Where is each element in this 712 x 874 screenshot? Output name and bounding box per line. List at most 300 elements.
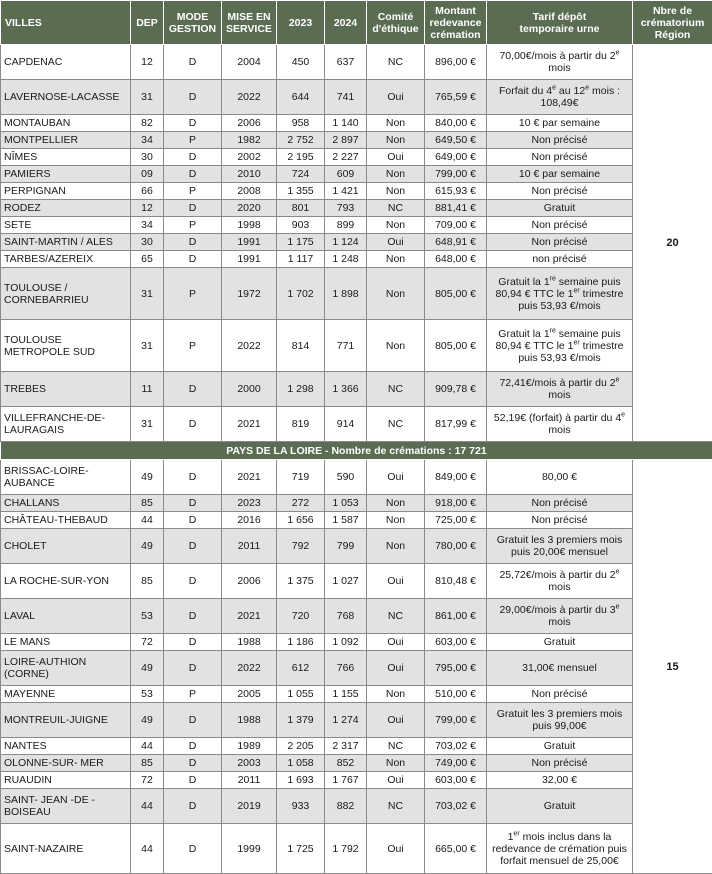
- year-cell: 2003: [222, 755, 277, 772]
- comite-cell: Non: [367, 512, 425, 529]
- year-cell: 2006: [222, 115, 277, 132]
- mode-cell: D: [164, 529, 222, 564]
- year-cell: 1998: [222, 217, 277, 234]
- mode-cell: D: [164, 772, 222, 789]
- count-2023-cell: 1 355: [277, 183, 325, 200]
- year-cell: 1991: [222, 251, 277, 268]
- count-2024-cell: 1 366: [325, 372, 367, 407]
- year-cell: 1991: [222, 234, 277, 251]
- table-row: [1, 407, 712, 442]
- count-2023-cell: 1 175: [277, 234, 325, 251]
- count-2024-cell: 914: [325, 407, 367, 442]
- year-cell: 2008: [222, 183, 277, 200]
- dep-cell: 12: [131, 45, 164, 80]
- count-2024-cell: 1 421: [325, 183, 367, 200]
- count-2024-cell: 771: [325, 320, 367, 372]
- year-cell: 2020: [222, 200, 277, 217]
- count-2023-cell: 1 725: [277, 824, 325, 874]
- montant-cell: 909,78 €: [425, 372, 487, 407]
- count-2024-cell: 1 792: [325, 824, 367, 874]
- header-mise-en-service: MISE EN SERVICE: [222, 1, 277, 45]
- dep-cell: 85: [131, 495, 164, 512]
- comite-cell: NC: [367, 200, 425, 217]
- mode-cell: D: [164, 703, 222, 738]
- table-row: [1, 512, 712, 529]
- year-cell: 2023: [222, 495, 277, 512]
- comite-cell: NC: [367, 789, 425, 824]
- mode-cell: P: [164, 320, 222, 372]
- count-2024-cell: 741: [325, 80, 367, 115]
- city-cell: MONTPELLIER: [1, 132, 131, 149]
- comite-cell: Oui: [367, 703, 425, 738]
- city-cell: MAYENNE: [1, 686, 131, 703]
- count-2024-cell: 766: [325, 651, 367, 686]
- city-cell: TOULOUSE / CORNEBARRIEU: [1, 268, 131, 320]
- montant-cell: 749,00 €: [425, 755, 487, 772]
- dep-cell: 30: [131, 234, 164, 251]
- montant-cell: 817,99 €: [425, 407, 487, 442]
- count-2024-cell: 590: [325, 460, 367, 495]
- count-2023-cell: 644: [277, 80, 325, 115]
- montant-cell: 649,50 €: [425, 132, 487, 149]
- montant-cell: 648,91 €: [425, 234, 487, 251]
- city-cell: CHOLET: [1, 529, 131, 564]
- montant-cell: 709,00 €: [425, 217, 487, 234]
- comite-cell: NC: [367, 45, 425, 80]
- tarif-cell: Gratuit les 3 premiers mois puis 20,00€ mensuel: [487, 529, 633, 564]
- comite-cell: Oui: [367, 80, 425, 115]
- mode-cell: D: [164, 495, 222, 512]
- dep-cell: 12: [131, 200, 164, 217]
- count-2024-cell: 899: [325, 217, 367, 234]
- mode-cell: D: [164, 407, 222, 442]
- dep-cell: 53: [131, 686, 164, 703]
- city-cell: CAPDENAC: [1, 45, 131, 80]
- mode-cell: D: [164, 460, 222, 495]
- dep-cell: 11: [131, 372, 164, 407]
- year-cell: 1972: [222, 268, 277, 320]
- dep-cell: 44: [131, 738, 164, 755]
- montant-cell: 725,00 €: [425, 512, 487, 529]
- dep-cell: 44: [131, 789, 164, 824]
- count-2023-cell: 933: [277, 789, 325, 824]
- count-2023-cell: 719: [277, 460, 325, 495]
- tarif-cell: non précisé: [487, 251, 633, 268]
- table-row: [1, 251, 712, 268]
- tarif-cell: 10 € par semaine: [487, 115, 633, 132]
- region-count-pays-de-la-loire: 15: [633, 460, 712, 874]
- tarif-cell: Non précisé: [487, 183, 633, 200]
- count-2023-cell: 1 693: [277, 772, 325, 789]
- year-cell: 2016: [222, 512, 277, 529]
- year-cell: 2000: [222, 372, 277, 407]
- tarif-cell: Forfait du 4e au 12e mois : 108,49€: [487, 80, 633, 115]
- tarif-cell: Non précisé: [487, 234, 633, 251]
- count-2023-cell: 2 752: [277, 132, 325, 149]
- count-2023-cell: 612: [277, 651, 325, 686]
- year-cell: 2010: [222, 166, 277, 183]
- city-cell: PERPIGNAN: [1, 183, 131, 200]
- region-occitanie-rows: [1, 45, 712, 442]
- count-2024-cell: 2 317: [325, 738, 367, 755]
- montant-cell: 861,00 €: [425, 599, 487, 634]
- comite-cell: Oui: [367, 564, 425, 599]
- city-cell: TOULOUSE METROPOLE SUD: [1, 320, 131, 372]
- montant-cell: 840,00 €: [425, 115, 487, 132]
- dep-cell: 31: [131, 268, 164, 320]
- city-cell: LOIRE-AUTHION (CORNE): [1, 651, 131, 686]
- comite-cell: Non: [367, 686, 425, 703]
- header-mode: MODE GESTION: [164, 1, 222, 45]
- table-row: [1, 149, 712, 166]
- header-nbre-crematorium: Nbre de crématorium Région: [633, 1, 712, 45]
- city-cell: LA ROCHE-SUR-YON: [1, 564, 131, 599]
- count-2024-cell: 2 227: [325, 149, 367, 166]
- count-2023-cell: 1 117: [277, 251, 325, 268]
- montant-cell: 603,00 €: [425, 772, 487, 789]
- tarif-cell: 32,00 €: [487, 772, 633, 789]
- dep-cell: 31: [131, 80, 164, 115]
- count-2024-cell: 1 124: [325, 234, 367, 251]
- dep-cell: 49: [131, 651, 164, 686]
- comite-cell: Non: [367, 320, 425, 372]
- table-row: [1, 564, 712, 599]
- city-cell: VILLEFRANCHE-DE-LAURAGAIS: [1, 407, 131, 442]
- comite-cell: Non: [367, 132, 425, 149]
- count-2023-cell: 819: [277, 407, 325, 442]
- year-cell: 2022: [222, 651, 277, 686]
- table-row: [1, 132, 712, 149]
- count-2023-cell: 958: [277, 115, 325, 132]
- city-cell: SAINT-MARTIN / ALES: [1, 234, 131, 251]
- header-dep: DEP: [131, 1, 164, 45]
- count-2024-cell: 1 767: [325, 772, 367, 789]
- comite-cell: Oui: [367, 460, 425, 495]
- table-row: [1, 183, 712, 200]
- comite-cell: Oui: [367, 634, 425, 651]
- table-row: [1, 634, 712, 651]
- header-2023: 2023: [277, 1, 325, 45]
- count-2024-cell: 768: [325, 599, 367, 634]
- montant-cell: 648,00 €: [425, 251, 487, 268]
- table-row: [1, 217, 712, 234]
- city-cell: PAMIERS: [1, 166, 131, 183]
- comite-cell: Non: [367, 183, 425, 200]
- count-2023-cell: 2 195: [277, 149, 325, 166]
- comite-cell: NC: [367, 407, 425, 442]
- city-cell: SAINT-NAZAIRE: [1, 824, 131, 874]
- dep-cell: 30: [131, 149, 164, 166]
- count-2023-cell: 720: [277, 599, 325, 634]
- montant-cell: 805,00 €: [425, 268, 487, 320]
- comite-cell: Oui: [367, 234, 425, 251]
- mode-cell: D: [164, 738, 222, 755]
- table-row: [1, 372, 712, 407]
- table-row: [1, 200, 712, 217]
- montant-cell: 805,00 €: [425, 320, 487, 372]
- dep-cell: 49: [131, 703, 164, 738]
- count-2024-cell: 1 274: [325, 703, 367, 738]
- header-montant: Montant redevance crémation: [425, 1, 487, 45]
- comite-cell: Oui: [367, 824, 425, 874]
- comite-cell: Non: [367, 217, 425, 234]
- year-cell: 2006: [222, 564, 277, 599]
- count-2023-cell: 724: [277, 166, 325, 183]
- mode-cell: D: [164, 372, 222, 407]
- city-cell: TREBES: [1, 372, 131, 407]
- dep-cell: 34: [131, 132, 164, 149]
- montant-cell: 665,00 €: [425, 824, 487, 874]
- city-cell: NANTES: [1, 738, 131, 755]
- count-2023-cell: 272: [277, 495, 325, 512]
- comite-cell: Oui: [367, 651, 425, 686]
- tarif-cell: Gratuit: [487, 738, 633, 755]
- count-2023-cell: 450: [277, 45, 325, 80]
- year-cell: 2021: [222, 460, 277, 495]
- header-comite: Comité d'éthique: [367, 1, 425, 45]
- city-cell: RUAUDIN: [1, 772, 131, 789]
- count-2024-cell: 793: [325, 200, 367, 217]
- year-cell: 2005: [222, 686, 277, 703]
- section-title-pays-de-la-loire: PAYS DE LA LOIRE - Nombre de crémations : 17 721: [1, 442, 712, 460]
- mode-cell: D: [164, 80, 222, 115]
- mode-cell: D: [164, 45, 222, 80]
- tarif-cell: Gratuit la 1re semaine puis 80,94 € TTC le 1er trimestre puis 53,93 €/mois: [487, 268, 633, 320]
- montant-cell: 799,00 €: [425, 703, 487, 738]
- dep-cell: 49: [131, 460, 164, 495]
- count-2024-cell: 1 027: [325, 564, 367, 599]
- year-cell: 1988: [222, 703, 277, 738]
- table-row: [1, 599, 712, 634]
- montant-cell: 896,00 €: [425, 45, 487, 80]
- comite-cell: Oui: [367, 772, 425, 789]
- count-2023-cell: 903: [277, 217, 325, 234]
- table-row: [1, 495, 712, 512]
- dep-cell: 09: [131, 166, 164, 183]
- header-2024: 2024: [325, 1, 367, 45]
- city-cell: MONTAUBAN: [1, 115, 131, 132]
- year-cell: 2021: [222, 599, 277, 634]
- count-2023-cell: 1 186: [277, 634, 325, 651]
- montant-cell: 918,00 €: [425, 495, 487, 512]
- table-row: [1, 824, 712, 874]
- mode-cell: D: [164, 234, 222, 251]
- city-cell: SAINT- JEAN -DE -BOISEAU: [1, 789, 131, 824]
- count-2024-cell: 1 587: [325, 512, 367, 529]
- count-2023-cell: 1 055: [277, 686, 325, 703]
- count-2023-cell: 1 702: [277, 268, 325, 320]
- count-2024-cell: 1 140: [325, 115, 367, 132]
- dep-cell: 65: [131, 251, 164, 268]
- count-2023-cell: 792: [277, 529, 325, 564]
- mode-cell: D: [164, 599, 222, 634]
- table-row: [1, 115, 712, 132]
- tarif-cell: Non précisé: [487, 512, 633, 529]
- tarif-cell: Non précisé: [487, 149, 633, 166]
- tarif-cell: 52,19€ (forfait) à partir du 4e mois: [487, 407, 633, 442]
- count-2023-cell: 2 205: [277, 738, 325, 755]
- count-2024-cell: 799: [325, 529, 367, 564]
- mode-cell: D: [164, 200, 222, 217]
- tarif-cell: Non précisé: [487, 755, 633, 772]
- tarif-cell: 31,00€ mensuel: [487, 651, 633, 686]
- dep-cell: 44: [131, 512, 164, 529]
- city-cell: NÎMES: [1, 149, 131, 166]
- count-2023-cell: 814: [277, 320, 325, 372]
- tarif-cell: 80,00 €: [487, 460, 633, 495]
- dep-cell: 44: [131, 824, 164, 874]
- count-2024-cell: 882: [325, 789, 367, 824]
- dep-cell: 31: [131, 407, 164, 442]
- comite-cell: NC: [367, 599, 425, 634]
- city-cell: LE MANS: [1, 634, 131, 651]
- tarif-cell: 1er mois inclus dans la redevance de crémation puis forfait mensuel de 25,00€: [487, 824, 633, 874]
- table-row: [1, 686, 712, 703]
- city-cell: LAVAL: [1, 599, 131, 634]
- montant-cell: 881,41 €: [425, 200, 487, 217]
- tarif-cell: Non précisé: [487, 495, 633, 512]
- count-2023-cell: 1 379: [277, 703, 325, 738]
- year-cell: 1988: [222, 634, 277, 651]
- montant-cell: 703,02 €: [425, 738, 487, 755]
- table-row: [1, 460, 712, 495]
- montant-cell: 810,48 €: [425, 564, 487, 599]
- tarif-cell: Gratuit: [487, 200, 633, 217]
- city-cell: TARBES/AZEREIX: [1, 251, 131, 268]
- mode-cell: D: [164, 651, 222, 686]
- comite-cell: Non: [367, 755, 425, 772]
- city-cell: RODEZ: [1, 200, 131, 217]
- table-row: [1, 703, 712, 738]
- comite-cell: Non: [367, 166, 425, 183]
- table-row: [1, 234, 712, 251]
- montant-cell: 795,00 €: [425, 651, 487, 686]
- montant-cell: 603,00 €: [425, 634, 487, 651]
- count-2024-cell: 1 248: [325, 251, 367, 268]
- year-cell: 2022: [222, 80, 277, 115]
- mode-cell: P: [164, 183, 222, 200]
- year-cell: 2019: [222, 789, 277, 824]
- region-count-occitanie: 20: [633, 45, 712, 442]
- tarif-cell: Non précisé: [487, 132, 633, 149]
- comite-cell: Non: [367, 251, 425, 268]
- comite-cell: Non: [367, 495, 425, 512]
- count-2024-cell: 1 092: [325, 634, 367, 651]
- year-cell: 2021: [222, 407, 277, 442]
- montant-cell: 849,00 €: [425, 460, 487, 495]
- year-cell: 2004: [222, 45, 277, 80]
- count-2023-cell: 1 298: [277, 372, 325, 407]
- city-cell: SETE: [1, 217, 131, 234]
- dep-cell: 66: [131, 183, 164, 200]
- comite-cell: NC: [367, 372, 425, 407]
- city-cell: MONTREUIL-JUIGNE: [1, 703, 131, 738]
- montant-cell: 703,02 €: [425, 789, 487, 824]
- year-cell: 2011: [222, 529, 277, 564]
- count-2024-cell: 2 897: [325, 132, 367, 149]
- dep-cell: 34: [131, 217, 164, 234]
- tarif-cell: 72,41€/mois à partir du 2e mois: [487, 372, 633, 407]
- count-2023-cell: 801: [277, 200, 325, 217]
- montant-cell: 780,00 €: [425, 529, 487, 564]
- mode-cell: D: [164, 789, 222, 824]
- mode-cell: D: [164, 149, 222, 166]
- city-cell: BRISSAC-LOIRE-AUBANCE: [1, 460, 131, 495]
- city-cell: OLONNE-SUR- MER: [1, 755, 131, 772]
- mode-cell: P: [164, 686, 222, 703]
- mode-cell: P: [164, 217, 222, 234]
- mode-cell: D: [164, 564, 222, 599]
- dep-cell: 49: [131, 529, 164, 564]
- tarif-cell: 70,00€/mois à partir du 2e mois: [487, 45, 633, 80]
- dep-cell: 85: [131, 564, 164, 599]
- table-row: [1, 789, 712, 824]
- year-cell: 2002: [222, 149, 277, 166]
- montant-cell: 799,00 €: [425, 166, 487, 183]
- mode-cell: D: [164, 166, 222, 183]
- mode-cell: D: [164, 115, 222, 132]
- montant-cell: 649,00 €: [425, 149, 487, 166]
- year-cell: 1982: [222, 132, 277, 149]
- year-cell: 2022: [222, 320, 277, 372]
- mode-cell: D: [164, 634, 222, 651]
- mode-cell: D: [164, 824, 222, 874]
- table-row: [1, 772, 712, 789]
- count-2024-cell: 1 155: [325, 686, 367, 703]
- tarif-cell: Non précisé: [487, 217, 633, 234]
- montant-cell: 510,00 €: [425, 686, 487, 703]
- table-row: [1, 45, 712, 80]
- table-row: [1, 268, 712, 320]
- city-cell: CHALLANS: [1, 495, 131, 512]
- city-cell: LAVERNOSE-LACASSE: [1, 80, 131, 115]
- comite-cell: Non: [367, 529, 425, 564]
- count-2024-cell: 609: [325, 166, 367, 183]
- tarif-cell: Non précisé: [487, 686, 633, 703]
- comite-cell: Oui: [367, 149, 425, 166]
- tarif-cell: Gratuit: [487, 789, 633, 824]
- table-row: [1, 651, 712, 686]
- count-2024-cell: 1 053: [325, 495, 367, 512]
- montant-cell: 765,59 €: [425, 80, 487, 115]
- mode-cell: D: [164, 251, 222, 268]
- table-row: [1, 320, 712, 372]
- comite-cell: Non: [367, 115, 425, 132]
- region-pays-de-la-loire-rows: [1, 460, 712, 874]
- table-row: [1, 755, 712, 772]
- dep-cell: 82: [131, 115, 164, 132]
- dep-cell: 72: [131, 634, 164, 651]
- count-2023-cell: 1 375: [277, 564, 325, 599]
- header-tarif: Tarif dépôt temporaire urne: [487, 1, 633, 45]
- year-cell: 1989: [222, 738, 277, 755]
- comite-cell: NC: [367, 738, 425, 755]
- dep-cell: 72: [131, 772, 164, 789]
- dep-cell: 85: [131, 755, 164, 772]
- tarif-cell: 10 € par semaine: [487, 166, 633, 183]
- section-header-row: [1, 442, 712, 460]
- count-2024-cell: 637: [325, 45, 367, 80]
- dep-cell: 31: [131, 320, 164, 372]
- table-row: [1, 738, 712, 755]
- mode-cell: P: [164, 268, 222, 320]
- mode-cell: D: [164, 512, 222, 529]
- table-row: [1, 80, 712, 115]
- comite-cell: Non: [367, 268, 425, 320]
- year-cell: 1999: [222, 824, 277, 874]
- dep-cell: 53: [131, 599, 164, 634]
- tarif-cell: 25,72€/mois à partir du 2e mois: [487, 564, 633, 599]
